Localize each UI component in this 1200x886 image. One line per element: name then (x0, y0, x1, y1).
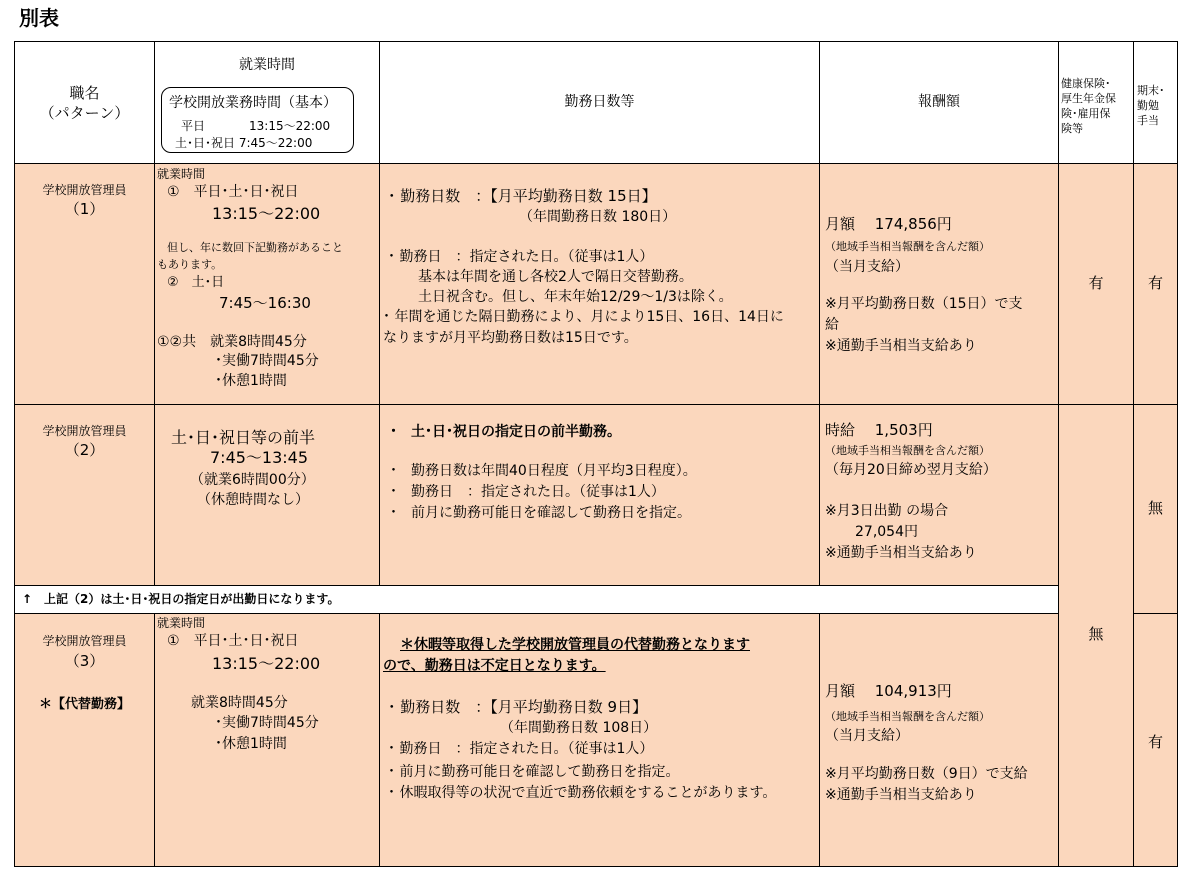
row3-pay-commute: ※通勤手当相当支給あり (825, 787, 977, 803)
row1-days-line6: ･ 年間を通じた隔日勤務により、月により15日、16日、14日に (383, 309, 784, 325)
row1-hours-cell (154, 163, 380, 405)
row3-days-line2: （年間勤務日数 108日） (500, 720, 658, 736)
row1-days-line5: 土日祝含む。但し、年末年始12/29〜1/3は除く。 (418, 289, 733, 305)
row2-pay-cell (819, 404, 1059, 586)
row1-hours-item1: ① 平日･土･日･祝日 (167, 184, 299, 200)
row2-pay-note: （地域手当相当報酬を含んだ額） (825, 444, 990, 457)
row3-pay-cond1: ※月平均勤務日数（9日）で支給 (825, 766, 1028, 782)
row2-pay-commute: ※通勤手当相当支給あり (825, 545, 977, 561)
row3-pay-amount: 月額 104,913円 (825, 682, 952, 700)
row2-hours-line2: 7:45〜13:45 (210, 448, 309, 467)
row1-days-line7: なりますが月平均勤務日数は15日です。 (383, 330, 638, 346)
header-bonus-cell (1133, 41, 1178, 164)
row1-bonus: 有 (1147, 274, 1163, 292)
row1-hours-actual: ･実働7時間45分 (215, 353, 319, 369)
basic-weekend-time: 土･日･祝日 7:45〜22:00 (175, 136, 313, 150)
row3-pay-timing: （当月支給） (825, 728, 909, 744)
row1-pay-commute: ※通勤手当相当支給あり (825, 338, 977, 354)
header-pattern: （パターン） (39, 104, 130, 122)
header-insurance-l3: 険･雇用保 (1061, 107, 1111, 120)
row2-days-cell (379, 404, 820, 586)
row1-pay-cell (819, 163, 1059, 405)
rows2-3-insurance-cell (1058, 404, 1134, 867)
row2-bonus-cell (1133, 404, 1178, 614)
row2-days-line2: ･ 勤務日数は年間40日程度（月平均3日程度）。 (390, 463, 697, 479)
row1-days-line1: ･ 勤務日数 ：【月平均勤務日数 15日】 (388, 187, 657, 205)
header-work-days: 勤務日数等 (564, 94, 635, 110)
row1-hours-time2: 7:45〜16:30 (219, 294, 311, 312)
row1-num: （1） (64, 200, 105, 218)
row2-num: （2） (64, 441, 105, 459)
row2-hours-line3: （就業6時間00分） (190, 472, 315, 488)
row1-insurance: 有 (1088, 274, 1104, 292)
basic-weekday-label: 平日 (181, 119, 206, 133)
row3-hours-cell (154, 613, 380, 867)
row1-hours-label: 就業時間 (157, 167, 206, 181)
row1-hours-note1: 但し、年に数回下記勤務があること (167, 241, 343, 254)
row2-pay-timing: （毎月20日締め翌月支給） (825, 462, 997, 478)
row3-hours-rest: ･休憩1時間 (215, 736, 287, 752)
row1-days-line4: 基本は年間を通し各校2人で隔日交替勤務。 (418, 269, 693, 285)
header-bonus-l2: 勤勉 (1137, 99, 1159, 112)
rows2-3-insurance: 無 (1088, 625, 1104, 643)
basic-hours-box (161, 87, 354, 153)
row2-bonus: 無 (1147, 499, 1163, 517)
basic-hours-title: 学校開放業務時間（基本） (169, 95, 337, 111)
row3-hours-time1: 13:15〜22:00 (212, 654, 321, 673)
row2-hours-line1: 土･日･祝日等の前半 (171, 428, 316, 447)
row2-name: 学校開放管理員 (42, 424, 127, 438)
header-pay: 報酬額 (918, 94, 960, 110)
row3-pay-note: （地域手当相当報酬を含んだ額） (825, 710, 990, 723)
row3-days-line1: ･ 勤務日数 ：【月平均勤務日数 9日】 (388, 698, 648, 716)
row2-pay-cond1: ※月3日出勤 の場合 (825, 503, 949, 519)
row1-name-cell (14, 163, 155, 405)
row3-days-line5: ･ 休暇取得等の状況で直近で勤務依頼をすることがあります。 (388, 785, 777, 801)
row3-hours-total: 就業8時間45分 (191, 695, 288, 711)
basic-weekday-time: 13:15〜22:00 (249, 119, 331, 133)
row1-hours-item2: ② 土･日 (167, 275, 225, 290)
header-insurance-l4: 険等 (1061, 122, 1083, 135)
row3-days-head1: ＊休暇等取得した学校開放管理員の代替勤務となります (400, 637, 750, 653)
header-insurance-l2: 厚生年金保 (1061, 92, 1116, 105)
header-job-title-cell (14, 41, 155, 164)
row1-pay-cond2: 給 (825, 317, 839, 333)
row1-hours-note2: もあります。 (157, 258, 223, 271)
row1-hours-total: ①②共 就業8時間45分 (157, 334, 307, 350)
note-row (14, 585, 1059, 614)
row1-insurance-cell (1058, 163, 1134, 405)
row3-hours-item1: ① 平日･土･日･祝日 (167, 633, 299, 649)
header-work-hours: 就業時間 (239, 57, 295, 73)
row2-hours-cell (154, 404, 380, 586)
row2-pay-cond2: 27,054円 (855, 524, 918, 540)
row3-name: 学校開放管理員 (42, 634, 127, 648)
row1-days-line3: ･ 勤務日 ：指定された日。（従事は1人） (388, 249, 654, 265)
header-pay-cell (819, 41, 1059, 164)
row3-days-line4: ･ 前月に勤務可能日を確認して勤務日を指定。 (388, 764, 680, 780)
header-job-title: 職名 (69, 84, 100, 102)
page-title: 別表 (19, 6, 59, 30)
row2-name-cell (14, 404, 155, 586)
row1-hours-time1: 13:15〜22:00 (212, 204, 321, 223)
row1-bonus-cell (1133, 163, 1178, 405)
note-row-text: ↑ 上記（2）は土･日･祝日の指定日が出勤日になります。 (22, 592, 340, 606)
row3-pay-cell (819, 613, 1059, 867)
row1-pay-timing: （当月支給） (825, 259, 909, 275)
row1-days-line2: （年間勤務日数 180日） (519, 209, 677, 225)
row3-days-head2: ので、勤務日は不定日となります。 (383, 658, 606, 674)
row1-pay-amount: 月額 174,856円 (825, 215, 952, 233)
row3-bonus-cell (1133, 613, 1178, 867)
header-insurance-cell (1058, 41, 1134, 164)
row3-days-line3: ･ 勤務日 ：指定された日。（従事は1人） (388, 741, 654, 757)
row3-hours-actual: ･実働7時間45分 (215, 715, 319, 731)
row3-name-cell (14, 613, 155, 867)
row3-bonus: 有 (1147, 733, 1163, 751)
row1-hours-rest: ･休憩1時間 (215, 373, 287, 389)
row2-hours-line4: （休憩時間なし） (197, 492, 309, 508)
row1-name: 学校開放管理員 (42, 183, 127, 197)
row1-pay-note: （地域手当相当報酬を含んだ額） (825, 240, 990, 253)
header-bonus-l3: 手当 (1137, 114, 1159, 127)
row3-hours-label: 就業時間 (157, 616, 206, 630)
header-work-days-cell (379, 41, 820, 164)
row2-pay-amount: 時給 1,503円 (825, 421, 933, 439)
header-insurance-l1: 健康保険･ (1061, 77, 1111, 90)
row2-days-line3: ･ 勤務日 ：指定された日。（従事は1人） (390, 484, 665, 500)
row2-days-line4: ･ 前月に勤務可能日を確認して勤務日を指定。 (390, 505, 691, 521)
row1-days-cell (379, 163, 820, 405)
row2-days-line1: ･ 土･日･祝日の指定日の前半勤務。 (390, 424, 621, 440)
row3-tag: ＊【代替勤務】 (38, 697, 130, 712)
row3-days-cell (379, 613, 820, 867)
row3-num: （3） (64, 652, 105, 670)
row1-pay-cond1: ※月平均勤務日数（15日）で支 (825, 296, 1023, 312)
header-bonus-l1: 期末･ (1137, 84, 1165, 97)
